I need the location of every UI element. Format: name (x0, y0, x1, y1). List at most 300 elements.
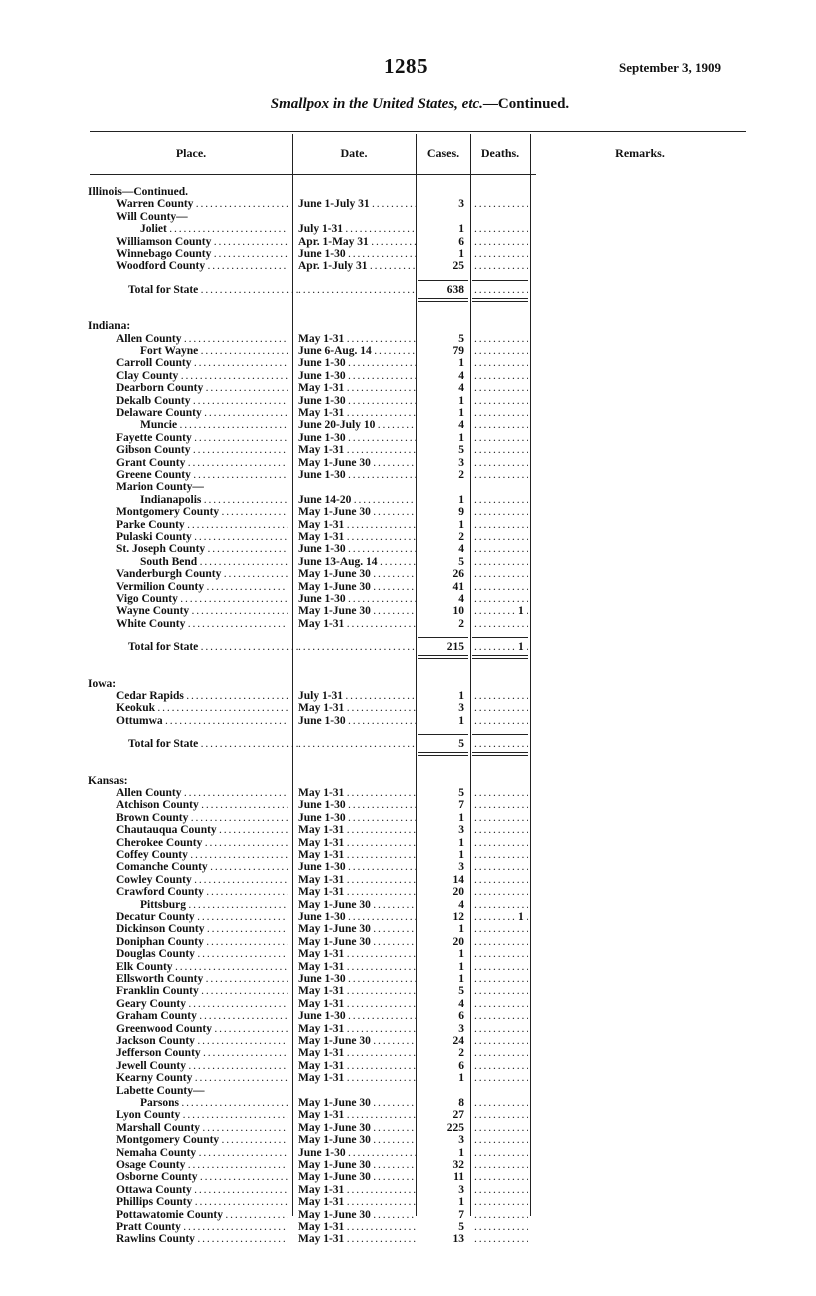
cases-cell: 1 (458, 407, 464, 419)
cases-cell: 26 (452, 568, 464, 581)
date-cell: June 1-30 . . . (298, 357, 416, 369)
table-row (0, 444, 816, 456)
deaths-leader (474, 1221, 528, 1233)
table-row (0, 198, 816, 210)
date-cell: May 1-June 30 . . . (298, 1097, 416, 1109)
deaths-leader (474, 1072, 528, 1084)
table-row (0, 248, 816, 260)
table-row (0, 407, 816, 419)
cases-cell: 3 (458, 702, 464, 715)
date-cell: May 1-31 . . . (298, 961, 416, 973)
place-cell: Ottumwa . . . (116, 715, 288, 727)
table-row (0, 702, 816, 714)
cases-cell: 2 (458, 617, 464, 630)
place-cell: Chautauqua County . . . (116, 824, 288, 836)
total-rule (472, 658, 528, 659)
place-cell: Osborne County . . . (116, 1171, 288, 1183)
place-cell: Indianapolis . . . (140, 494, 288, 506)
cases-cell: 9 (458, 506, 464, 519)
table-row (0, 1097, 816, 1109)
deaths-leader (474, 1184, 528, 1196)
deaths-cell: 1 (518, 911, 524, 923)
place-cell: Lyon County . . . (116, 1109, 288, 1121)
total-row (0, 641, 816, 653)
cases-cell: 5 (458, 738, 464, 751)
place-cell: Jewell County . . . (116, 1060, 288, 1072)
table-row (0, 1085, 816, 1097)
deaths-leader (474, 236, 528, 248)
deaths-leader (474, 494, 528, 506)
deaths-leader (474, 407, 528, 419)
deaths-leader (474, 581, 528, 593)
table-row (0, 1221, 816, 1233)
deaths-leader (474, 370, 528, 382)
deaths-leader (474, 1010, 528, 1022)
deaths-leader (474, 260, 528, 272)
page-number: 1285 (384, 54, 428, 78)
place-cell: Grant County . . . (116, 457, 288, 469)
deaths-leader (474, 1196, 528, 1208)
cases-cell: 1 (458, 973, 464, 985)
table-row (0, 1233, 816, 1245)
cases-cell: 1 (458, 1072, 464, 1085)
table-row (0, 1209, 816, 1221)
table-row (0, 1147, 816, 1159)
cases-cell: 3 (458, 198, 464, 211)
place-cell: Greene County . . . (116, 469, 288, 481)
cases-cell: 4 (458, 593, 464, 605)
deaths-leader (474, 506, 528, 518)
cases-cell: 20 (452, 935, 464, 948)
place-cell: Vermilion County . . . (116, 581, 288, 593)
place-cell: Nemaha County . . . (116, 1147, 288, 1159)
place-cell: Jefferson County . . . (116, 1047, 288, 1059)
place-cell: Vanderburgh County . . . (116, 568, 288, 580)
date-cell: June 1-30 . . . (298, 1147, 416, 1159)
deaths-leader (474, 618, 528, 630)
date-cell: May 1-31 . . . (298, 1221, 416, 1233)
cases-cell: 1 (458, 849, 464, 861)
table-row (0, 849, 816, 861)
deaths-leader (474, 1147, 528, 1159)
table-row (0, 593, 816, 605)
place-cell: Parsons . . . (140, 1097, 288, 1109)
cases-cell: 1 (458, 1196, 464, 1209)
table-row (0, 812, 816, 824)
cases-cell: 13 (452, 1233, 464, 1246)
date-cell: May 1-31 . . . (298, 948, 416, 960)
table-row (0, 260, 816, 272)
date-cell: May 1-31 . . . (298, 702, 416, 714)
deaths-leader (474, 284, 528, 296)
place-cell: Cowley County . . . (116, 874, 288, 886)
table-row (0, 886, 816, 898)
place-cell: Parke County . . . (116, 519, 288, 531)
place-cell: Illinois—Continued. (88, 186, 189, 198)
total-rule (418, 658, 468, 659)
deaths-leader (474, 198, 528, 210)
cases-cell: 1 (458, 960, 464, 973)
place-cell: South Bend . . . (140, 556, 288, 568)
cases-cell: 2 (458, 531, 464, 543)
place-cell: St. Joseph County . . . (116, 543, 288, 555)
date-cell: May 1-June 30 . . . (298, 1209, 416, 1221)
table-row (0, 223, 816, 235)
total-rule (472, 655, 528, 656)
total-rule (418, 734, 468, 735)
cases-cell: 6 (458, 1010, 464, 1023)
deaths-leader (474, 837, 528, 849)
total-rule (472, 301, 528, 302)
cases-cell: 1 (458, 493, 464, 506)
cases-cell: 10 (452, 605, 464, 618)
cases-cell: 6 (458, 1059, 464, 1072)
place-cell: Fort Wayne . . . (140, 345, 288, 357)
place-cell: Montgomery County . . . (116, 506, 288, 518)
table-row (0, 618, 816, 630)
deaths-leader (474, 519, 528, 531)
deaths-leader (474, 469, 528, 481)
cases-cell: 3 (458, 861, 464, 874)
date-cell: May 1-June 30 . . . (298, 568, 416, 580)
deaths-leader (474, 382, 528, 394)
cases-cell: 5 (458, 1221, 464, 1233)
place-cell: Dekalb County . . . (116, 395, 288, 407)
table-row (0, 1010, 816, 1022)
date-cell: May 1-31 . . . (298, 531, 416, 543)
table-row (0, 1023, 816, 1035)
column-header-cases: Cases. (426, 146, 460, 160)
place-cell: Fayette County . . . (116, 432, 288, 444)
deaths-leader (474, 248, 528, 260)
date-cell: May 1-31 . . . (298, 407, 416, 419)
deaths-leader (474, 223, 528, 235)
table-row (0, 961, 816, 973)
date-cell: May 1-31 . . . (298, 1184, 416, 1196)
date-cell: May 1-June 30 . . . (298, 936, 416, 948)
total-rule (472, 280, 528, 281)
date-cell: May 1-June 30 . . . (298, 923, 416, 935)
date-cell: June 1-July 31 . . . (298, 198, 416, 210)
cases-cell: 8 (458, 1097, 464, 1109)
table-row (0, 419, 816, 431)
deaths-leader (474, 985, 528, 997)
date-cell: May 1-31 . . . (298, 886, 416, 898)
place-cell: Graham County . . . (116, 1010, 288, 1022)
deaths-leader (474, 568, 528, 580)
deaths-leader (474, 357, 528, 369)
place-cell: Clay County . . . (116, 370, 288, 382)
deaths-leader (474, 1023, 528, 1035)
column-header-place: Place. (175, 146, 207, 160)
place-cell: Phillips County . . . (116, 1196, 288, 1208)
place-cell: Allen County . . . (116, 333, 288, 345)
table-row (0, 1035, 816, 1047)
date-cell (298, 738, 416, 750)
date-cell: June 14-20 . . . (298, 494, 416, 506)
cases-cell: 5 (458, 555, 464, 568)
date-cell: May 1-31 . . . (298, 444, 416, 456)
cases-cell: 7 (458, 1208, 464, 1221)
cases-cell: 638 (446, 283, 464, 296)
date-cell: May 1-June 30 . . . (298, 1035, 416, 1047)
cases-cell: 5 (458, 787, 464, 799)
table-row (0, 457, 816, 469)
subtitle-continued: —Continued. (482, 96, 570, 112)
cases-cell: 7 (458, 799, 464, 812)
deaths-leader (474, 395, 528, 407)
place-cell: Coffey County . . . (116, 849, 288, 861)
deaths-leader (474, 899, 528, 911)
table-row (0, 1122, 816, 1134)
subtitle-title: Smallpox in the United States, etc. (270, 96, 483, 112)
date-cell: May 1-31 . . . (298, 824, 416, 836)
place-cell: Kansas: (88, 774, 128, 787)
cases-cell: 1 (458, 431, 464, 444)
table-row (0, 1184, 816, 1196)
date-cell: July 1-31 . . . (298, 690, 416, 702)
date-cell: June 1-30 . . . (298, 469, 416, 481)
date-cell: May 1-31 . . . (298, 985, 416, 997)
date-cell: June 1-30 . . . (298, 248, 416, 260)
date-cell: May 1-31 . . . (298, 998, 416, 1010)
cases-cell: 12 (452, 911, 464, 923)
deaths-leader (474, 787, 528, 799)
date-cell: June 1-30 . . . (298, 973, 416, 985)
column-header-date: Date. (340, 146, 368, 160)
table-row (0, 568, 816, 580)
total-rule (418, 755, 468, 756)
place-cell: Comanche County . . . (116, 861, 288, 873)
place-cell: Muncie . . . (140, 419, 288, 431)
table-row (0, 506, 816, 518)
deaths-leader (474, 1035, 528, 1047)
place-cell: Williamson County . . . (116, 236, 288, 248)
date-cell: June 1-30 . . . (298, 370, 416, 382)
total-rule (472, 637, 528, 638)
deaths-leader (474, 1209, 528, 1221)
place-cell: Labette County— (116, 1084, 205, 1097)
place-cell: Vigo County . . . (116, 593, 288, 605)
table-row (0, 837, 816, 849)
deaths-leader (474, 531, 528, 543)
cases-cell: 4 (458, 543, 464, 556)
table-row (0, 861, 816, 873)
deaths-leader (474, 961, 528, 973)
deaths-leader (474, 556, 528, 568)
date-cell: Apr. 1-May 31 . . . (298, 236, 416, 248)
cases-cell: 3 (458, 1183, 464, 1196)
deaths-leader (474, 998, 528, 1010)
place-cell: Winnebago County . . . (116, 248, 288, 260)
date-cell: May 1-31 . . . (298, 787, 416, 799)
place-cell: Geary County . . . (116, 998, 288, 1010)
date-cell: June 20-July 10 . . . (298, 419, 416, 431)
deaths-leader (474, 457, 528, 469)
deaths-leader (474, 444, 528, 456)
place-cell: Jackson County . . . (116, 1035, 288, 1047)
deaths-leader (474, 690, 528, 702)
table-row (0, 973, 816, 985)
date-cell: May 1-June 30 . . . (298, 605, 416, 617)
date-cell: May 1-31 . . . (298, 1196, 416, 1208)
date-cell: May 1-June 30 . . . (298, 457, 416, 469)
table-row (0, 395, 816, 407)
deaths-leader (474, 345, 528, 357)
deaths-leader (474, 973, 528, 985)
table-row (0, 236, 816, 248)
column-header-deaths: Deaths. (480, 146, 520, 160)
date-cell: May 1-31 . . . (298, 333, 416, 345)
cases-cell: 5 (458, 444, 464, 457)
deaths-leader (474, 702, 528, 714)
total-rule (418, 637, 468, 638)
cases-cell: 1 (458, 714, 464, 727)
deaths-leader (474, 812, 528, 824)
date-cell: June 1-30 . . . (298, 812, 416, 824)
place-cell: Marion County— (116, 481, 204, 494)
place-cell: Brown County . . . (116, 812, 288, 824)
deaths-leader (474, 861, 528, 873)
cases-cell: 4 (458, 369, 464, 382)
date-cell: May 1-31 . . . (298, 849, 416, 861)
place-cell: Keokuk . . . (116, 702, 288, 714)
date-cell: May 1-31 . . . (298, 1047, 416, 1059)
place-cell: Crawford County . . . (116, 886, 288, 898)
date-cell (298, 284, 416, 296)
deaths-leader (474, 738, 528, 750)
cases-cell: 41 (452, 580, 464, 593)
state-heading-row (0, 186, 816, 198)
cases-cell: 215 (446, 641, 464, 654)
date-cell: June 1-30 . . . (298, 715, 416, 727)
cases-cell: 2 (458, 469, 464, 481)
table-row (0, 519, 816, 531)
table-row (0, 370, 816, 382)
deaths-leader (474, 936, 528, 948)
cases-cell: 27 (452, 1109, 464, 1122)
date-cell: May 1-31 . . . (298, 874, 416, 886)
cases-cell: 1 (458, 394, 464, 407)
deaths-cell: 1 (518, 641, 524, 654)
total-rule (472, 755, 528, 756)
total-rule (418, 752, 468, 753)
cases-cell: 4 (458, 382, 464, 395)
cases-cell: 5 (458, 985, 464, 998)
cases-cell: 3 (458, 824, 464, 837)
total-rule (418, 280, 468, 281)
deaths-leader (474, 1047, 528, 1059)
table-row (0, 824, 816, 836)
cases-cell: 4 (458, 419, 464, 432)
place-cell: Kearny County . . . (116, 1072, 288, 1084)
place-cell: Iowa: (88, 677, 117, 690)
place-cell: Allen County . . . (116, 787, 288, 799)
deaths-leader (474, 543, 528, 555)
table-row (0, 911, 816, 923)
cases-cell: 79 (452, 345, 464, 357)
date-cell: July 1-31 . . . (298, 223, 416, 235)
cases-cell: 1 (458, 836, 464, 849)
table-row (0, 432, 816, 444)
date-cell: May 1-June 30 . . . (298, 1159, 416, 1171)
cases-cell: 2 (458, 1047, 464, 1060)
date-cell: May 1-June 30 . . . (298, 506, 416, 518)
place-cell: Pulaski County . . . (116, 531, 288, 543)
table-row (0, 1171, 816, 1183)
date-cell: June 13-Aug. 14 . . . (298, 556, 416, 568)
place-cell: Decatur County . . . (116, 911, 288, 923)
date-cell: May 1-31 . . . (298, 519, 416, 531)
table-row (0, 543, 816, 555)
place-cell: Total for State . . . (128, 641, 300, 653)
place-cell: Pratt County . . . (116, 1221, 288, 1233)
deaths-leader (474, 849, 528, 861)
date-cell: May 1-June 30 . . . (298, 1134, 416, 1146)
cases-cell: 25 (452, 260, 464, 273)
total-rule (472, 298, 528, 299)
place-cell: Elk County . . . (116, 961, 288, 973)
cases-cell: 14 (452, 873, 464, 886)
deaths-leader (474, 593, 528, 605)
place-cell: Warren County . . . (116, 198, 288, 210)
place-cell: Ellsworth County . . . (116, 973, 288, 985)
place-cell: Pottawatomie County . . . (116, 1209, 288, 1221)
table-row (0, 1109, 816, 1121)
place-cell: Carroll County . . . (116, 357, 288, 369)
date-cell: June 1-30 . . . (298, 593, 416, 605)
cases-cell: 5 (458, 332, 464, 345)
date-cell: May 1-June 30 . . . (298, 899, 416, 911)
date-cell: May 1-June 30 . . . (298, 581, 416, 593)
place-cell: Rawlins County . . . (116, 1233, 288, 1245)
date-cell: June 1-30 . . . (298, 861, 416, 873)
total-row (0, 738, 816, 750)
table-row (0, 899, 816, 911)
place-cell: Franklin County . . . (116, 985, 288, 997)
place-cell: Total for State . . . (128, 738, 300, 750)
date-cell: May 1-31 . . . (298, 1109, 416, 1121)
date-cell: May 1-31 . . . (298, 1233, 416, 1245)
table-row (0, 690, 816, 702)
table-row (0, 799, 816, 811)
date-cell: Apr. 1-July 31 . . . (298, 260, 416, 272)
place-cell: Marshall County . . . (116, 1122, 288, 1134)
place-cell: Wayne County . . . (116, 605, 288, 617)
deaths-leader (474, 923, 528, 935)
cases-cell: 4 (458, 997, 464, 1010)
column-header-remarks: Remarks. (615, 146, 665, 160)
table-row (0, 345, 816, 357)
place-cell: Cherokee County . . . (116, 837, 288, 849)
cases-cell: 20 (452, 886, 464, 899)
place-cell: Total for State . . . (128, 284, 300, 296)
table-row (0, 787, 816, 799)
place-cell: Montgomery County . . . (116, 1134, 288, 1146)
date-cell: May 1-31 . . . (298, 618, 416, 630)
cases-cell: 3 (458, 1134, 464, 1147)
deaths-leader (474, 1097, 528, 1109)
place-cell: Indiana: (88, 320, 131, 333)
total-rule (472, 752, 528, 753)
table-row (0, 948, 816, 960)
state-heading-row (0, 678, 816, 690)
place-cell: Gibson County . . . (116, 444, 288, 456)
deaths-leader (474, 432, 528, 444)
table-row (0, 1159, 816, 1171)
date-cell: June 1-30 . . . (298, 911, 416, 923)
place-cell: Will County— (116, 210, 188, 223)
